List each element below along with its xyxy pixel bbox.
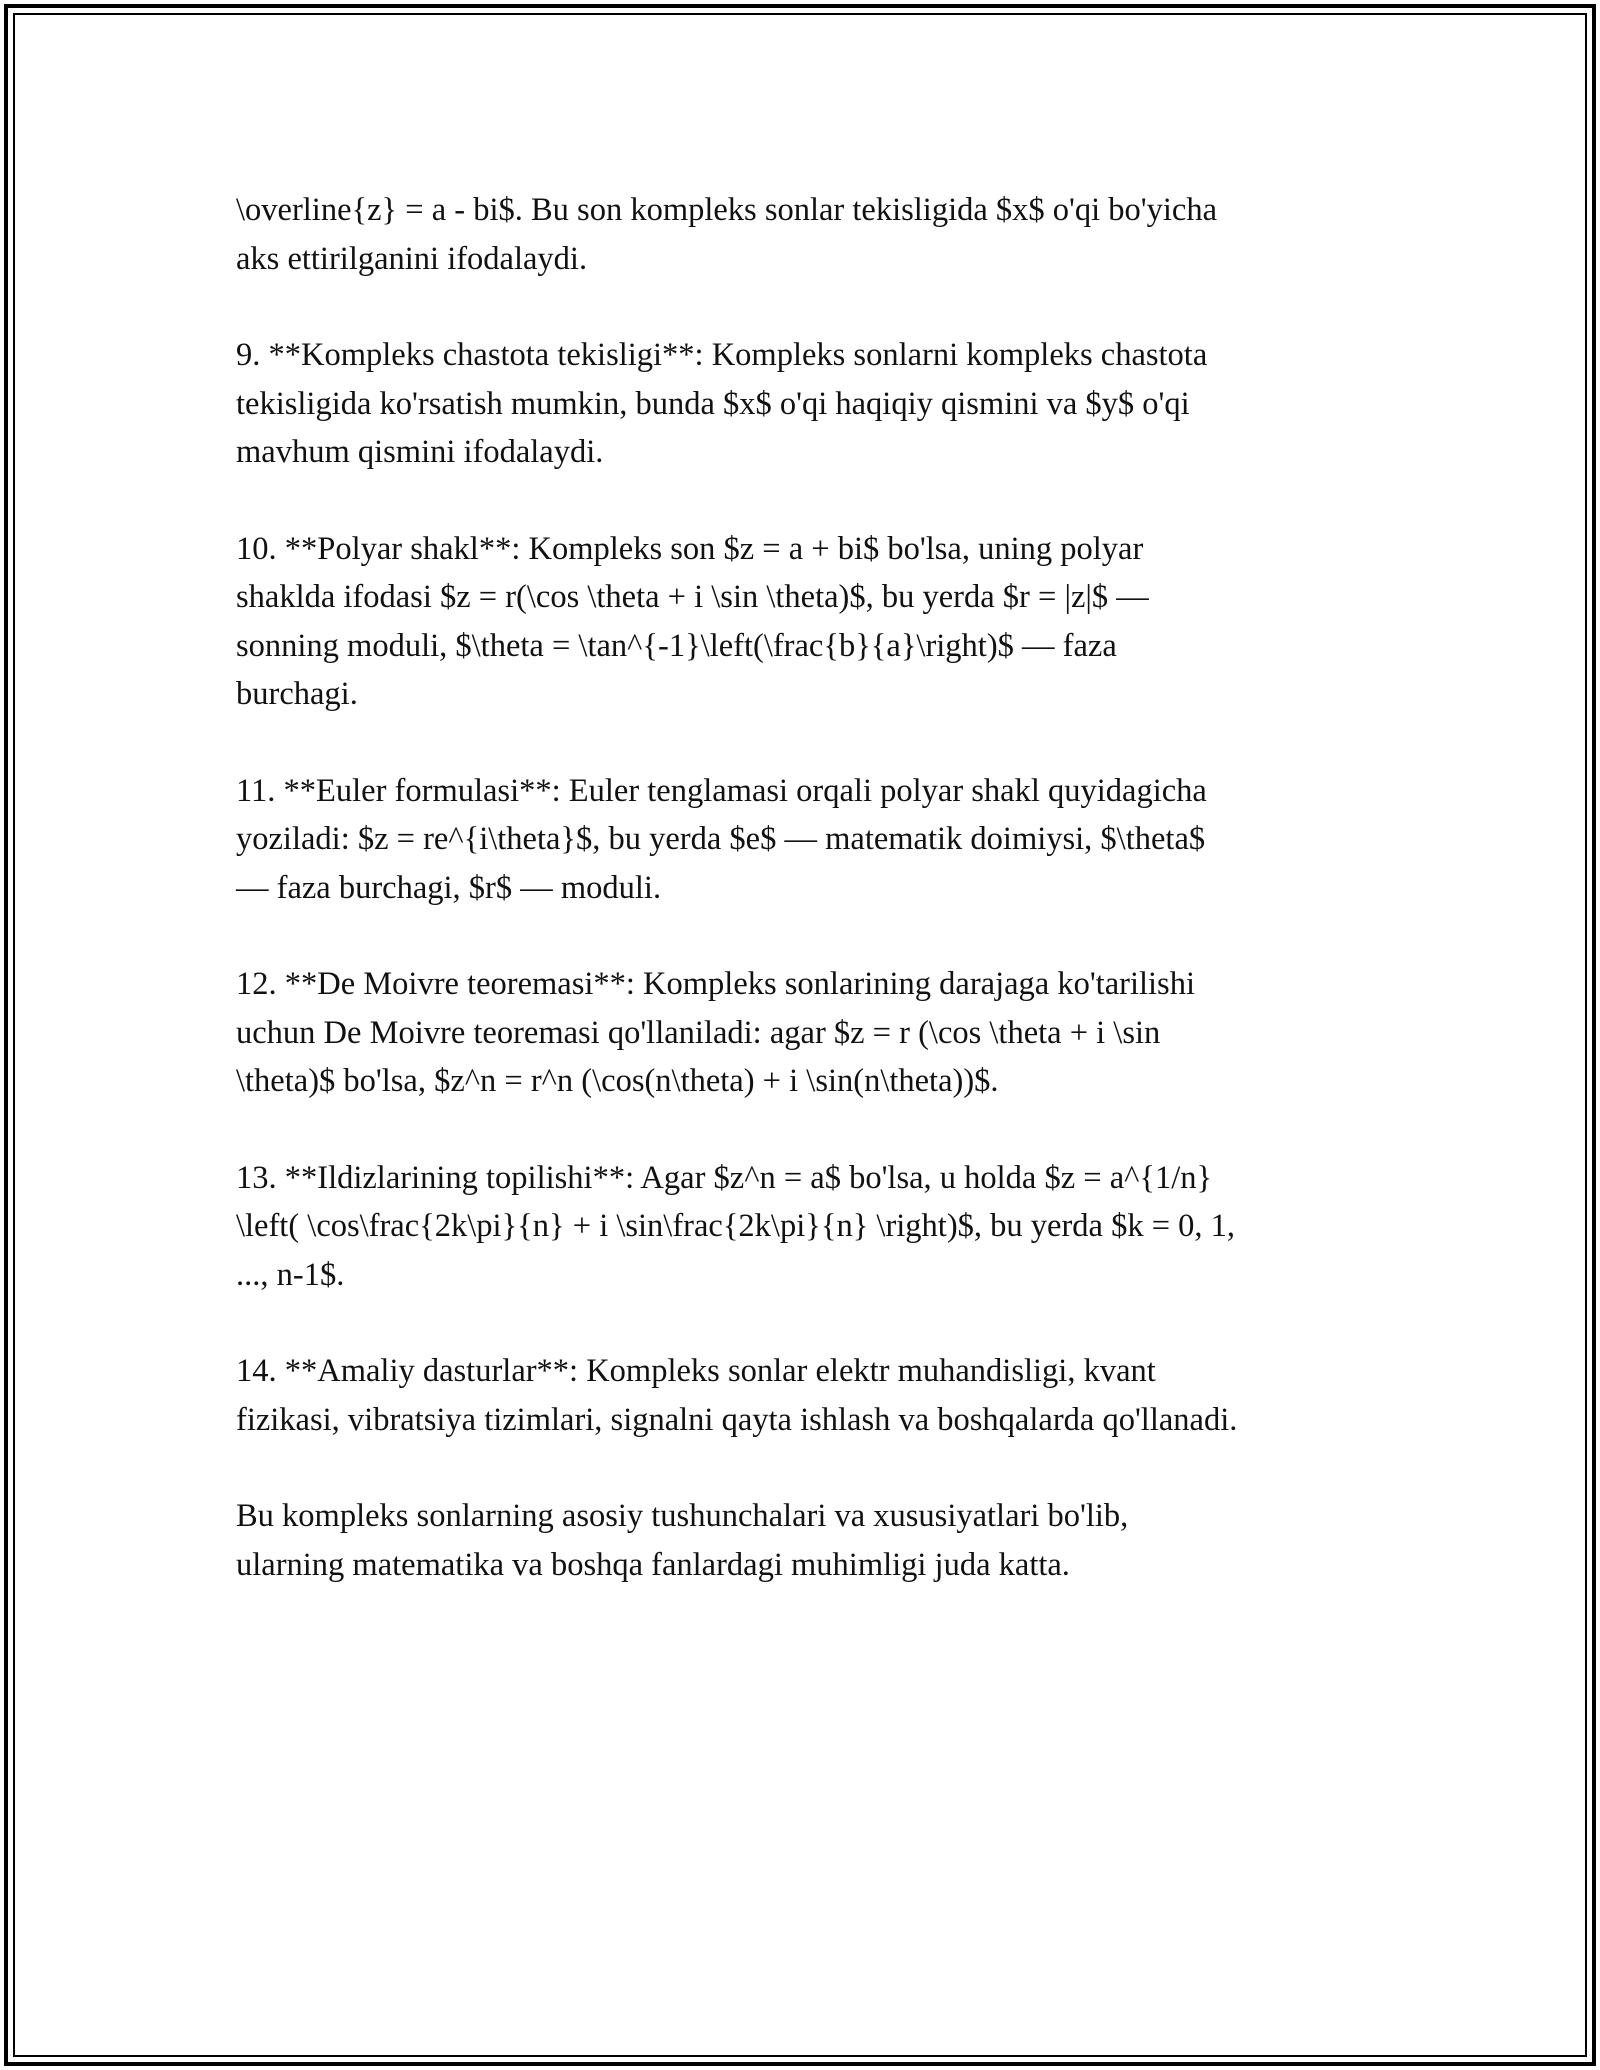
paragraph-item-14: 14. **Amaliy dasturlar**: Kompleks sonlar elektr muhandisligi, kvant fizikasi, vibratsiya tizimlari, signalni qayta ishlash va boshqalarda qo'llanadi. [236, 1353, 1238, 1438]
paragraph-item-13: 13. **Ildizlarining topilishi**: Agar $z^n = a$ bo'lsa, u holda $z = a^{1/n} \left( \cos\frac{2k\pi}{n} + i \sin\frac{2k\pi}{n} \right)$, bu yerda $k = 0, 1, ..., n-1$. [236, 1159, 1236, 1293]
paragraph-item-11: 11. **Euler formulasi**: Euler tenglamasi orqali polyar shakl quyidagicha yoziladi: $z = re^{i\theta}$, bu yerda $e$ — matematik doimiysi, $\theta$ — faza burchagi, $r$ — moduli. [236, 772, 1207, 906]
paragraph-conjugate-continuation: \overline{z} = a - bi$. Bu son kompleks sonlar tekisligida $x$ o'qi bo'yicha aks ettirilganini ifodalaydi. [236, 192, 1218, 277]
paragraph-conclusion: Bu kompleks sonlarning asosiy tushunchalari va xususiyatlari bo'lib, ularning matematika va boshqa fanlardagi muhimligi juda katta. [236, 1498, 1129, 1583]
paragraph-item-9: 9. **Kompleks chastota tekisligi**: Kompleks sonlarni kompleks chastota tekisligida ko'rsatish mumkin, bunda $x$ o'qi haqiqiy qismini va $y$ o'qi mavhum qismini ifodalaydi. [236, 337, 1208, 470]
document-body [236, 186, 1376, 1637]
paragraph-item-10: 10. **Polyar shakl**: Kompleks son $z = a + bi$ bo'lsa, uning polyar shaklda ifodasi $z = r(\cos \theta + i \sin \theta)$, bu yerda $r = |z|$ — sonning moduli, $\theta = \tan^{-1}\left(\frac{b}{a}\right)$ — faza burchagi. [236, 530, 1149, 712]
paragraph-item-12: 12. **De Moivre teoremasi**: Kompleks sonlarining darajaga ko'tarilishi uchun De Moivre teoremasi qo'llaniladi: agar $z = r (\cos \theta + i \sin \theta)$ bo'lsa, $z^n = r^n (\cos(n\theta) + i \sin(n\theta))$. [236, 966, 1195, 1099]
